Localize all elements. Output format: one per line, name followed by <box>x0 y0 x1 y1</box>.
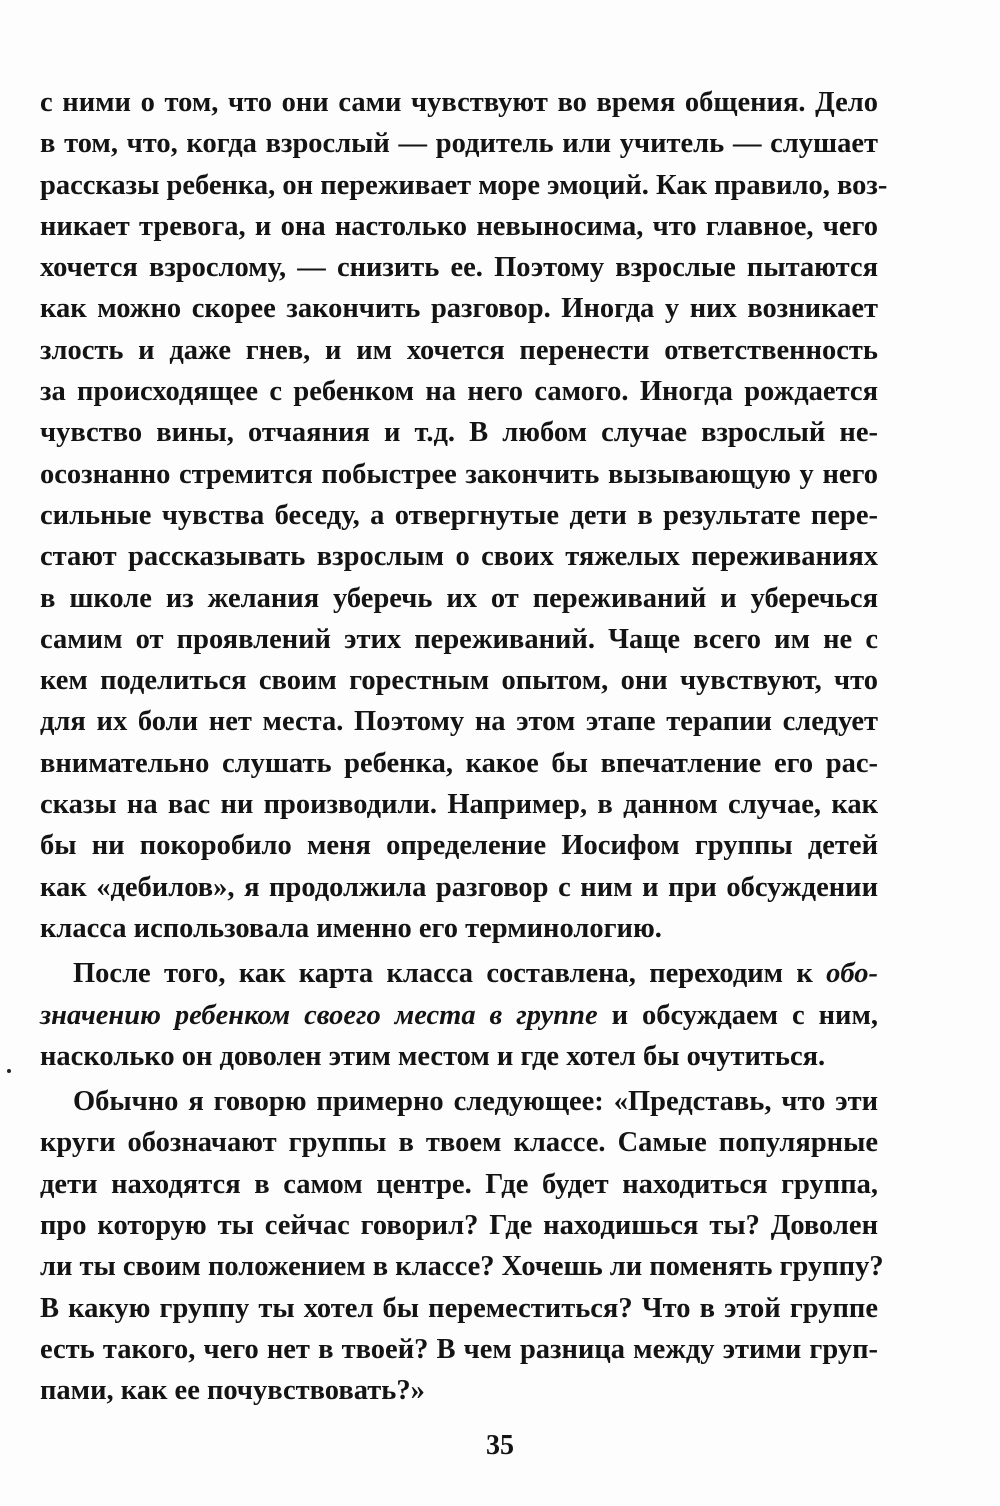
text-line <box>40 953 878 994</box>
text-line: осознанно стремится побыстрее закончить вызывающую у него <box>40 458 878 490</box>
text-line: для их боли нет места. Поэтому на этом этапе терапии следует <box>40 706 878 738</box>
text-line: ли ты своим положением в классе? Хочешь ли поменять группу? <box>40 1251 884 1283</box>
text-line: с ними о том, что они сами чувствуют во время общения. Дело <box>40 87 878 118</box>
text-line: никает тревога, и она настолько невыносима, что главное, чего <box>40 210 878 242</box>
paragraph-3 <box>40 1081 884 1411</box>
text-line: как «дебилов», я продолжила разговор с ним и при обсуждении <box>40 871 878 903</box>
text-line: насколько он доволен этим местом и где хотел бы очутиться. <box>40 1040 826 1072</box>
text-line: круги обозначают группы в твоем классе. Самые популярные <box>40 1127 878 1159</box>
paragraph-1 <box>40 82 888 949</box>
text-run: После того, как карта класса составлена, переходим к <box>73 958 827 990</box>
text-line: самим от проявлений этих переживаний. Чаще всего им не с <box>40 623 878 655</box>
text-line: стают рассказывать взрослым о своих тяжелых переживаниях <box>40 541 878 573</box>
text-line: класса использовала именно его терминологию. <box>40 912 662 944</box>
emphasis-text: значению ребенком своего места в группе <box>40 999 598 1031</box>
text-line: бы ни покоробило меня определение Иосифом группы детей <box>40 830 878 862</box>
text-line: за происходящее с ребенком на него самого. Иногда рождается <box>40 376 878 408</box>
text-run: и обсуждаем с ним, <box>597 999 878 1031</box>
scan-speck <box>7 1069 11 1073</box>
text-line: как можно скорее закончить разговор. Иногда у них возникает <box>40 293 878 325</box>
text-line: в том, что, когда взрослый — родитель или учитель — слушает <box>40 128 878 160</box>
text-line: чувство вины, отчаяния и т.д. В любом случае взрослый не- <box>40 417 878 449</box>
text-line: есть такого, чего нет в твоей? В чем разница между этими груп- <box>40 1333 878 1365</box>
text-line: злость и даже гнев, и им хочется перенести ответственность <box>40 334 878 366</box>
emphasis-text: обо- <box>826 958 878 990</box>
paragraph-2 <box>40 953 878 1077</box>
page-number: 35 <box>486 1430 514 1461</box>
text-line: в школе из желания уберечь их от переживаний и уберечься <box>40 582 878 614</box>
text-line: В какую группу ты хотел бы переместиться? Что в этой группе <box>40 1292 878 1324</box>
page-body-text <box>40 82 888 1412</box>
text-line: сказы на вас ни производили. Например, в данном случае, как <box>40 789 878 821</box>
text-line: кем поделиться своим горестным опытом, они чувствуют, что <box>40 665 878 697</box>
text-line: дети находятся в самом центре. Где будет находиться группа, <box>40 1168 878 1200</box>
text-line: про которую ты сейчас говорил? Где находишься ты? Доволен <box>40 1210 878 1242</box>
text-line: рассказы ребенка, он переживает море эмоций. Как правило, воз- <box>40 169 888 201</box>
text-line: сильные чувства беседу, а отвергнутые дети в результате пере- <box>40 499 878 531</box>
text-line <box>40 995 878 1036</box>
text-line: пами, как ее почувствовать?» <box>40 1375 425 1407</box>
text-line: Обычно я говорю примерно следующее: «Представь, что эти <box>73 1086 878 1118</box>
text-line: внимательно слушать ребенка, какое бы впечатление его рас- <box>40 747 878 779</box>
text-line: хочется взрослому, — снизить ее. Поэтому взрослые пытаются <box>40 252 878 284</box>
